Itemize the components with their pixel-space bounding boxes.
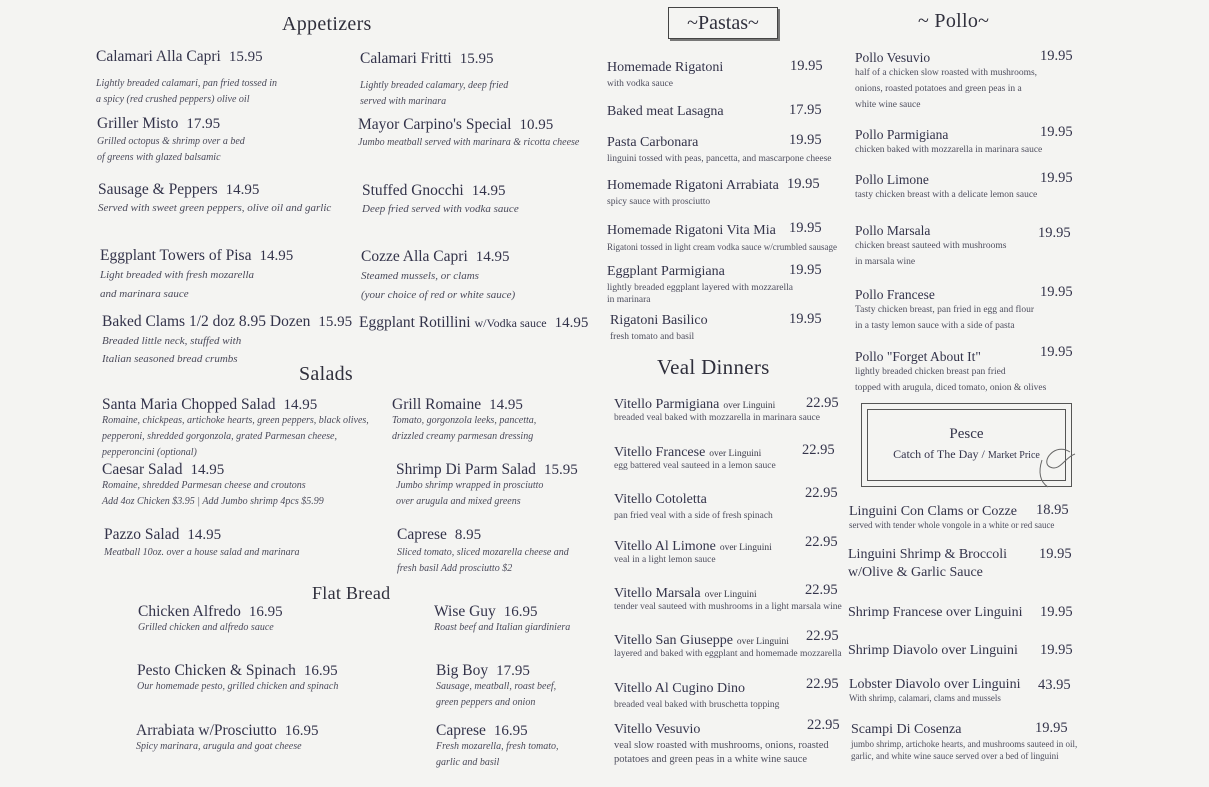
item-price: 19.95 (789, 220, 822, 236)
item-price: 19.95 (1040, 124, 1073, 140)
pesce-catch-name: Catch of The Day / (893, 447, 985, 461)
salad-item (396, 461, 578, 509)
item-price: 19.95 (789, 311, 822, 327)
appetizer-item (96, 48, 277, 107)
item-price: 15.95 (228, 49, 263, 65)
item-name: Santa Maria Chopped Salad (102, 396, 276, 413)
item-price: 22.95 (806, 395, 839, 411)
item-desc: Jumbo meatball served with marinara & ricotta cheese (358, 137, 580, 148)
item-desc: pepperoni, shredded gorgonzola, grated Parmesan cheese, (102, 431, 337, 442)
item-desc: Jumbo shrimp wrapped in prosciutto (396, 480, 544, 491)
item-price: 19.95 (789, 132, 822, 148)
item-name: Eggplant Towers of Pisa (100, 247, 252, 264)
item-desc: spicy sauce with prosciutto (607, 197, 711, 207)
pasta-item (607, 262, 793, 307)
item-price: 14.95 (187, 527, 222, 543)
item-suffix: over Linguini (723, 401, 776, 411)
item-desc: Spicy marinara, arugula and goat cheese (136, 741, 302, 752)
item-desc: breaded veal baked with mozzarella in marinara sauce (614, 413, 820, 423)
item-desc: served with tender whole vongole in a white or red sauce (849, 520, 1055, 530)
appetizer-item (359, 314, 588, 332)
item-desc: in marsala wine (855, 257, 916, 267)
item-desc: fresh tomato and basil (610, 332, 695, 342)
item-desc: lightly breaded eggplant layered with mozzarella (607, 283, 793, 293)
item-price: 22.95 (805, 534, 838, 550)
item-desc: in marinara (607, 295, 651, 305)
appetizers-heading: Appetizers (282, 13, 372, 35)
flatbread-item (434, 603, 570, 635)
item-desc: breaded veal baked with bruschetta topping (614, 700, 780, 710)
item-name: Pesto Chicken & Spinach (137, 662, 296, 679)
pasta-item (610, 311, 708, 344)
item-price: 19.95 (1040, 170, 1073, 186)
seafood-item (848, 641, 1018, 659)
pollo-item (855, 49, 1037, 113)
seafood-item (849, 502, 1054, 532)
item-suffix: over Linguini (719, 543, 772, 553)
flatbread-item (436, 662, 556, 710)
item-desc: potatoes and green peas in a white wine sauce (614, 754, 808, 765)
item-name: Vitello Francese (614, 445, 706, 460)
item-desc: a spicy (red crushed peppers) olive oil (96, 94, 250, 105)
item-desc: drizzled creamy parmesan dressing (392, 431, 534, 442)
item-desc: topped with arugula, diced tomato, onion & olives (855, 383, 1047, 393)
item-name: Homemade Rigatoni Arrabiata (607, 178, 779, 193)
item-name: Rigatoni Basilico (610, 313, 708, 328)
item-name: Vitello Al Cugino Dino (614, 681, 745, 696)
item-price: 19.95 (1035, 720, 1068, 736)
item-price: 10.95 (519, 117, 554, 133)
flatbread-item (436, 722, 559, 770)
pasta-item (607, 102, 724, 120)
item-price: 22.95 (806, 628, 839, 644)
veal-heading: Veal Dinners (657, 355, 770, 379)
salad-item (102, 396, 369, 460)
item-name: Chicken Alfredo (138, 603, 241, 620)
item-price: 19.95 (1038, 225, 1071, 241)
item-price: 19.95 (1039, 546, 1072, 562)
item-name: Wise Guy (434, 603, 496, 620)
item-desc: veal slow roasted with mushrooms, onions, roasted (614, 740, 829, 751)
veal-item (614, 537, 772, 567)
item-price: 15.95 (543, 462, 578, 478)
item-name: Caprese (397, 526, 447, 543)
appetizer-item (102, 313, 352, 367)
veal-item (614, 395, 820, 425)
item-name: Pollo Parmigiana (855, 127, 949, 142)
item-price: 14.95 (489, 397, 523, 413)
item-price: 14.95 (225, 182, 260, 198)
appetizer-item (358, 116, 579, 150)
salad-item (104, 526, 300, 560)
item-desc: pepperoncini (optional) (102, 447, 197, 458)
item-desc: tasty chicken breast with a delicate lemon sauce (855, 190, 1038, 200)
item-price: 16.95 (303, 663, 338, 679)
item-name: Arrabiata w/Prosciutto (136, 722, 277, 739)
item-price: 16.95 (248, 604, 283, 620)
item-desc: and marinara sauce (100, 288, 189, 300)
item-price: 22.95 (802, 442, 835, 458)
item-price: 22.95 (807, 717, 840, 733)
item-desc: garlic, and white wine sauce served over a bed of linguini (851, 751, 1059, 761)
item-price: 19.95 (790, 58, 823, 74)
item-price: 17.95 (789, 102, 822, 118)
item-desc: Our homemade pesto, grilled chicken and spinach (137, 681, 339, 692)
item-name: Vitello Vesuvio (614, 722, 701, 737)
item-price: 14.95 (554, 315, 589, 331)
item-desc: half of a chicken slow roasted with mushrooms, (855, 68, 1038, 78)
item-desc: Romaine, chickpeas, artichoke hearts, green peppers, black olives, (102, 415, 369, 426)
item-desc: Grilled chicken and alfredo sauce (138, 622, 274, 633)
pollo-item (855, 126, 1042, 158)
item-desc: Sausage, meatball, roast beef, (436, 681, 557, 692)
item-price: 14.95 (190, 462, 225, 478)
item-price: 19.95 (789, 262, 822, 278)
veal-item (614, 720, 829, 767)
flatbread-item (138, 603, 283, 635)
item-name: Pollo Marsala (855, 223, 931, 238)
item-name: Pollo Vesuvio (855, 50, 931, 65)
item-name: Homemade Rigatoni Vita Mia (607, 223, 776, 238)
salad-item (102, 461, 324, 509)
item-suffix: over Linguini (736, 637, 789, 647)
item-desc: Roast beef and Italian giardiniera (434, 622, 571, 633)
item-name: Vitello Cotoletta (614, 492, 707, 507)
item-name: Shrimp Francese over Linguini (848, 605, 1023, 620)
item-desc: chicken baked with mozzarella in marinara sauce (855, 145, 1043, 155)
item-price: 19.95 (1040, 344, 1073, 360)
item-name: Eggplant Rotillini (359, 314, 471, 331)
item-desc: Fresh mozarella, fresh tomato, (436, 741, 559, 752)
item-desc: Tomato, gorgonzola leeks, pancetta, (392, 415, 537, 426)
item-desc: Grilled octopus & shrimp over a bed (97, 136, 245, 147)
item-price: 16.95 (284, 723, 319, 739)
item-name-line2: w/Olive & Garlic Sauce (848, 565, 983, 580)
appetizer-item (360, 50, 508, 109)
appetizer-item (98, 181, 331, 215)
appetizer-item (97, 115, 245, 165)
item-name: Lobster Diavolo over Linguini (849, 677, 1021, 692)
item-price: 14.95 (283, 397, 318, 413)
item-name: Eggplant Parmigiana (607, 264, 725, 279)
item-desc: tender veal sauteed with mushrooms in a light marsala wine (614, 602, 842, 612)
pollo-heading: ~ Pollo~ (918, 10, 990, 32)
item-price: 43.95 (1038, 677, 1071, 693)
item-name: Vitello Al Limone (614, 539, 716, 554)
item-name: Shrimp Diavolo over Linguini (848, 643, 1018, 658)
item-price: 18.95 (1036, 502, 1069, 518)
veal-item (614, 490, 773, 523)
pollo-item (855, 348, 1046, 396)
item-desc: Meatball 10oz. over a house salad and marinara (104, 547, 300, 558)
seafood-item (849, 675, 1020, 705)
item-desc: Light breaded with fresh mozarella (100, 269, 254, 281)
item-price: 8.95 (454, 527, 482, 543)
item-desc: Lightly breaded calamari, pan fried tossed in (96, 78, 278, 89)
item-name: Caprese (436, 722, 486, 739)
item-name: Caesar Salad (102, 461, 183, 478)
item-desc: Served with sweet green peppers, olive oil and garlic (98, 202, 332, 214)
item-price: 19.95 (787, 176, 820, 192)
pasta-item (607, 176, 779, 209)
salad-item (397, 526, 569, 576)
item-desc: fresh basil Add prosciutto $2 (397, 563, 513, 574)
item-name: Scampi Di Cosenza (851, 722, 962, 737)
item-desc: lightly breaded chicken breast pan fried (855, 367, 1006, 377)
item-desc: veal in a light lemon sauce (614, 555, 716, 565)
item-desc: served with marinara (360, 96, 447, 107)
item-name: Sausage & Peppers (98, 181, 218, 198)
pollo-item (855, 171, 1037, 203)
item-name: Pollo Francese (855, 287, 935, 302)
pollo-item (855, 222, 1006, 270)
item-name: Baked meat Lasagna (607, 104, 724, 119)
item-desc: Add 4oz Chicken $3.95 | Add Jumbo shrimp 4pcs $5.99 (102, 496, 324, 507)
item-name: Pollo Limone (855, 172, 929, 187)
appetizer-item (100, 247, 293, 303)
item-suffix: w/Vodka sauce (474, 316, 547, 330)
item-desc: Sliced tomato, sliced mozarella cheese and (397, 547, 569, 558)
item-price: 16.95 (493, 723, 528, 739)
item-price: 19.95 (1040, 642, 1073, 658)
item-name: Shrimp Di Parm Salad (396, 461, 536, 478)
item-desc: Deep fried served with vodka sauce (362, 203, 519, 215)
item-name: Cozze Alla Capri (361, 248, 468, 265)
item-name: Pazzo Salad (104, 526, 180, 543)
item-name: Vitello San Giuseppe (614, 633, 733, 648)
veal-item (614, 443, 776, 473)
item-name: Griller Misto (97, 115, 179, 132)
item-name: Grill Romaine (392, 396, 482, 413)
item-desc: green peppers and onion (436, 697, 536, 708)
item-price: 17.95 (496, 663, 530, 679)
item-price: 22.95 (806, 676, 839, 692)
item-desc: Romaine, shredded Parmesan cheese and croutons (102, 480, 306, 491)
item-desc: With shrimp, calamari, clams and mussels (849, 693, 1001, 703)
item-price: 15.95 (318, 314, 353, 330)
item-desc: Breaded little neck, stuffed with (102, 335, 242, 347)
pollo-item (855, 286, 1034, 334)
item-desc: Tasty chicken breast, pan fried in egg and flour (855, 305, 1034, 315)
item-desc: onions, roasted potatoes and green peas in a (855, 84, 1022, 94)
pasta-item (607, 58, 723, 91)
salads-heading: Salads (299, 363, 354, 385)
item-price: 19.95 (1040, 48, 1073, 64)
pesce-title: Pesce (949, 426, 984, 442)
swirl-ornament-icon (1020, 432, 1080, 492)
item-price: 14.95 (471, 183, 506, 199)
item-desc: white wine sauce (855, 100, 921, 110)
item-name: Vitello Parmigiana (614, 397, 720, 412)
salad-item (392, 396, 536, 444)
item-desc: Lightly breaded calamary, deep fried (360, 80, 509, 91)
item-name: Homemade Rigatoni (607, 60, 724, 75)
item-suffix: over Linguini (704, 590, 757, 600)
pesce-market-price: Market Price (987, 450, 1040, 461)
seafood-item (848, 603, 1023, 621)
item-desc: Rigatoni tossed in light cream vodka sauce w/crumbled sausage (607, 242, 837, 252)
pastas-heading: ~Pastas~ (668, 7, 778, 39)
item-desc: with vodka sauce (607, 79, 673, 89)
item-price: 14.95 (475, 249, 510, 265)
item-name: Vitello Marsala (614, 586, 701, 601)
item-desc: over arugula and mixed greens (396, 496, 521, 507)
item-desc: egg battered veal sauteed in a lemon sauce (614, 461, 776, 471)
item-desc: in a tasty lemon sauce with a side of pasta (855, 321, 1015, 331)
item-name: Big Boy (436, 662, 489, 679)
item-desc: Italian seasoned bread crumbs (102, 353, 238, 365)
item-name: Baked Clams 1/2 doz 8.95 Dozen (102, 313, 311, 330)
item-price: 14.95 (259, 248, 294, 264)
flatbread-item (137, 662, 338, 694)
item-price: 22.95 (805, 582, 838, 598)
item-desc: linguini tossed with peas, pancetta, and mascarpone cheese (607, 154, 832, 164)
item-name: Pasta Carbonara (607, 135, 699, 150)
item-price: 16.95 (503, 604, 538, 620)
item-name: Stuffed Gnocchi (362, 182, 464, 199)
item-name: Mayor Carpino's Special (358, 116, 512, 133)
item-desc: jumbo shrimp, artichoke hearts, and mushrooms sauteed in oil, (851, 739, 1078, 749)
appetizer-item (361, 248, 515, 304)
item-price: 22.95 (805, 485, 838, 501)
item-desc: of greens with glazed balsamic (97, 152, 221, 163)
item-desc: pan fried veal with a side of fresh spinach (614, 511, 773, 521)
item-name: Calamari Fritti (360, 50, 452, 67)
item-desc: garlic and basil (436, 757, 500, 768)
item-desc: Steamed mussels, or clams (361, 270, 479, 282)
item-name: Linguini Con Clams or Cozze (849, 504, 1017, 519)
item-name: Pollo "Forget About It" (855, 349, 981, 364)
seafood-item (848, 545, 1007, 581)
item-suffix: over Linguini (709, 449, 762, 459)
item-price: 15.95 (459, 51, 494, 67)
item-price: 19.95 (1040, 604, 1073, 620)
item-price: 17.95 (186, 116, 221, 132)
item-name: Calamari Alla Capri (96, 48, 221, 65)
flatbread-heading: Flat Bread (312, 583, 391, 603)
item-price: 19.95 (1040, 284, 1073, 300)
appetizer-item (362, 182, 519, 216)
item-desc: layered and baked with eggplant and homemade mozzarella (614, 649, 842, 659)
veal-item (614, 679, 779, 712)
flatbread-item (136, 722, 319, 754)
item-name: Linguini Shrimp & Broccoli (848, 547, 1008, 562)
item-desc: chicken breast sauteed with mushrooms (855, 241, 1007, 251)
item-desc: (your choice of red or white sauce) (361, 289, 516, 301)
